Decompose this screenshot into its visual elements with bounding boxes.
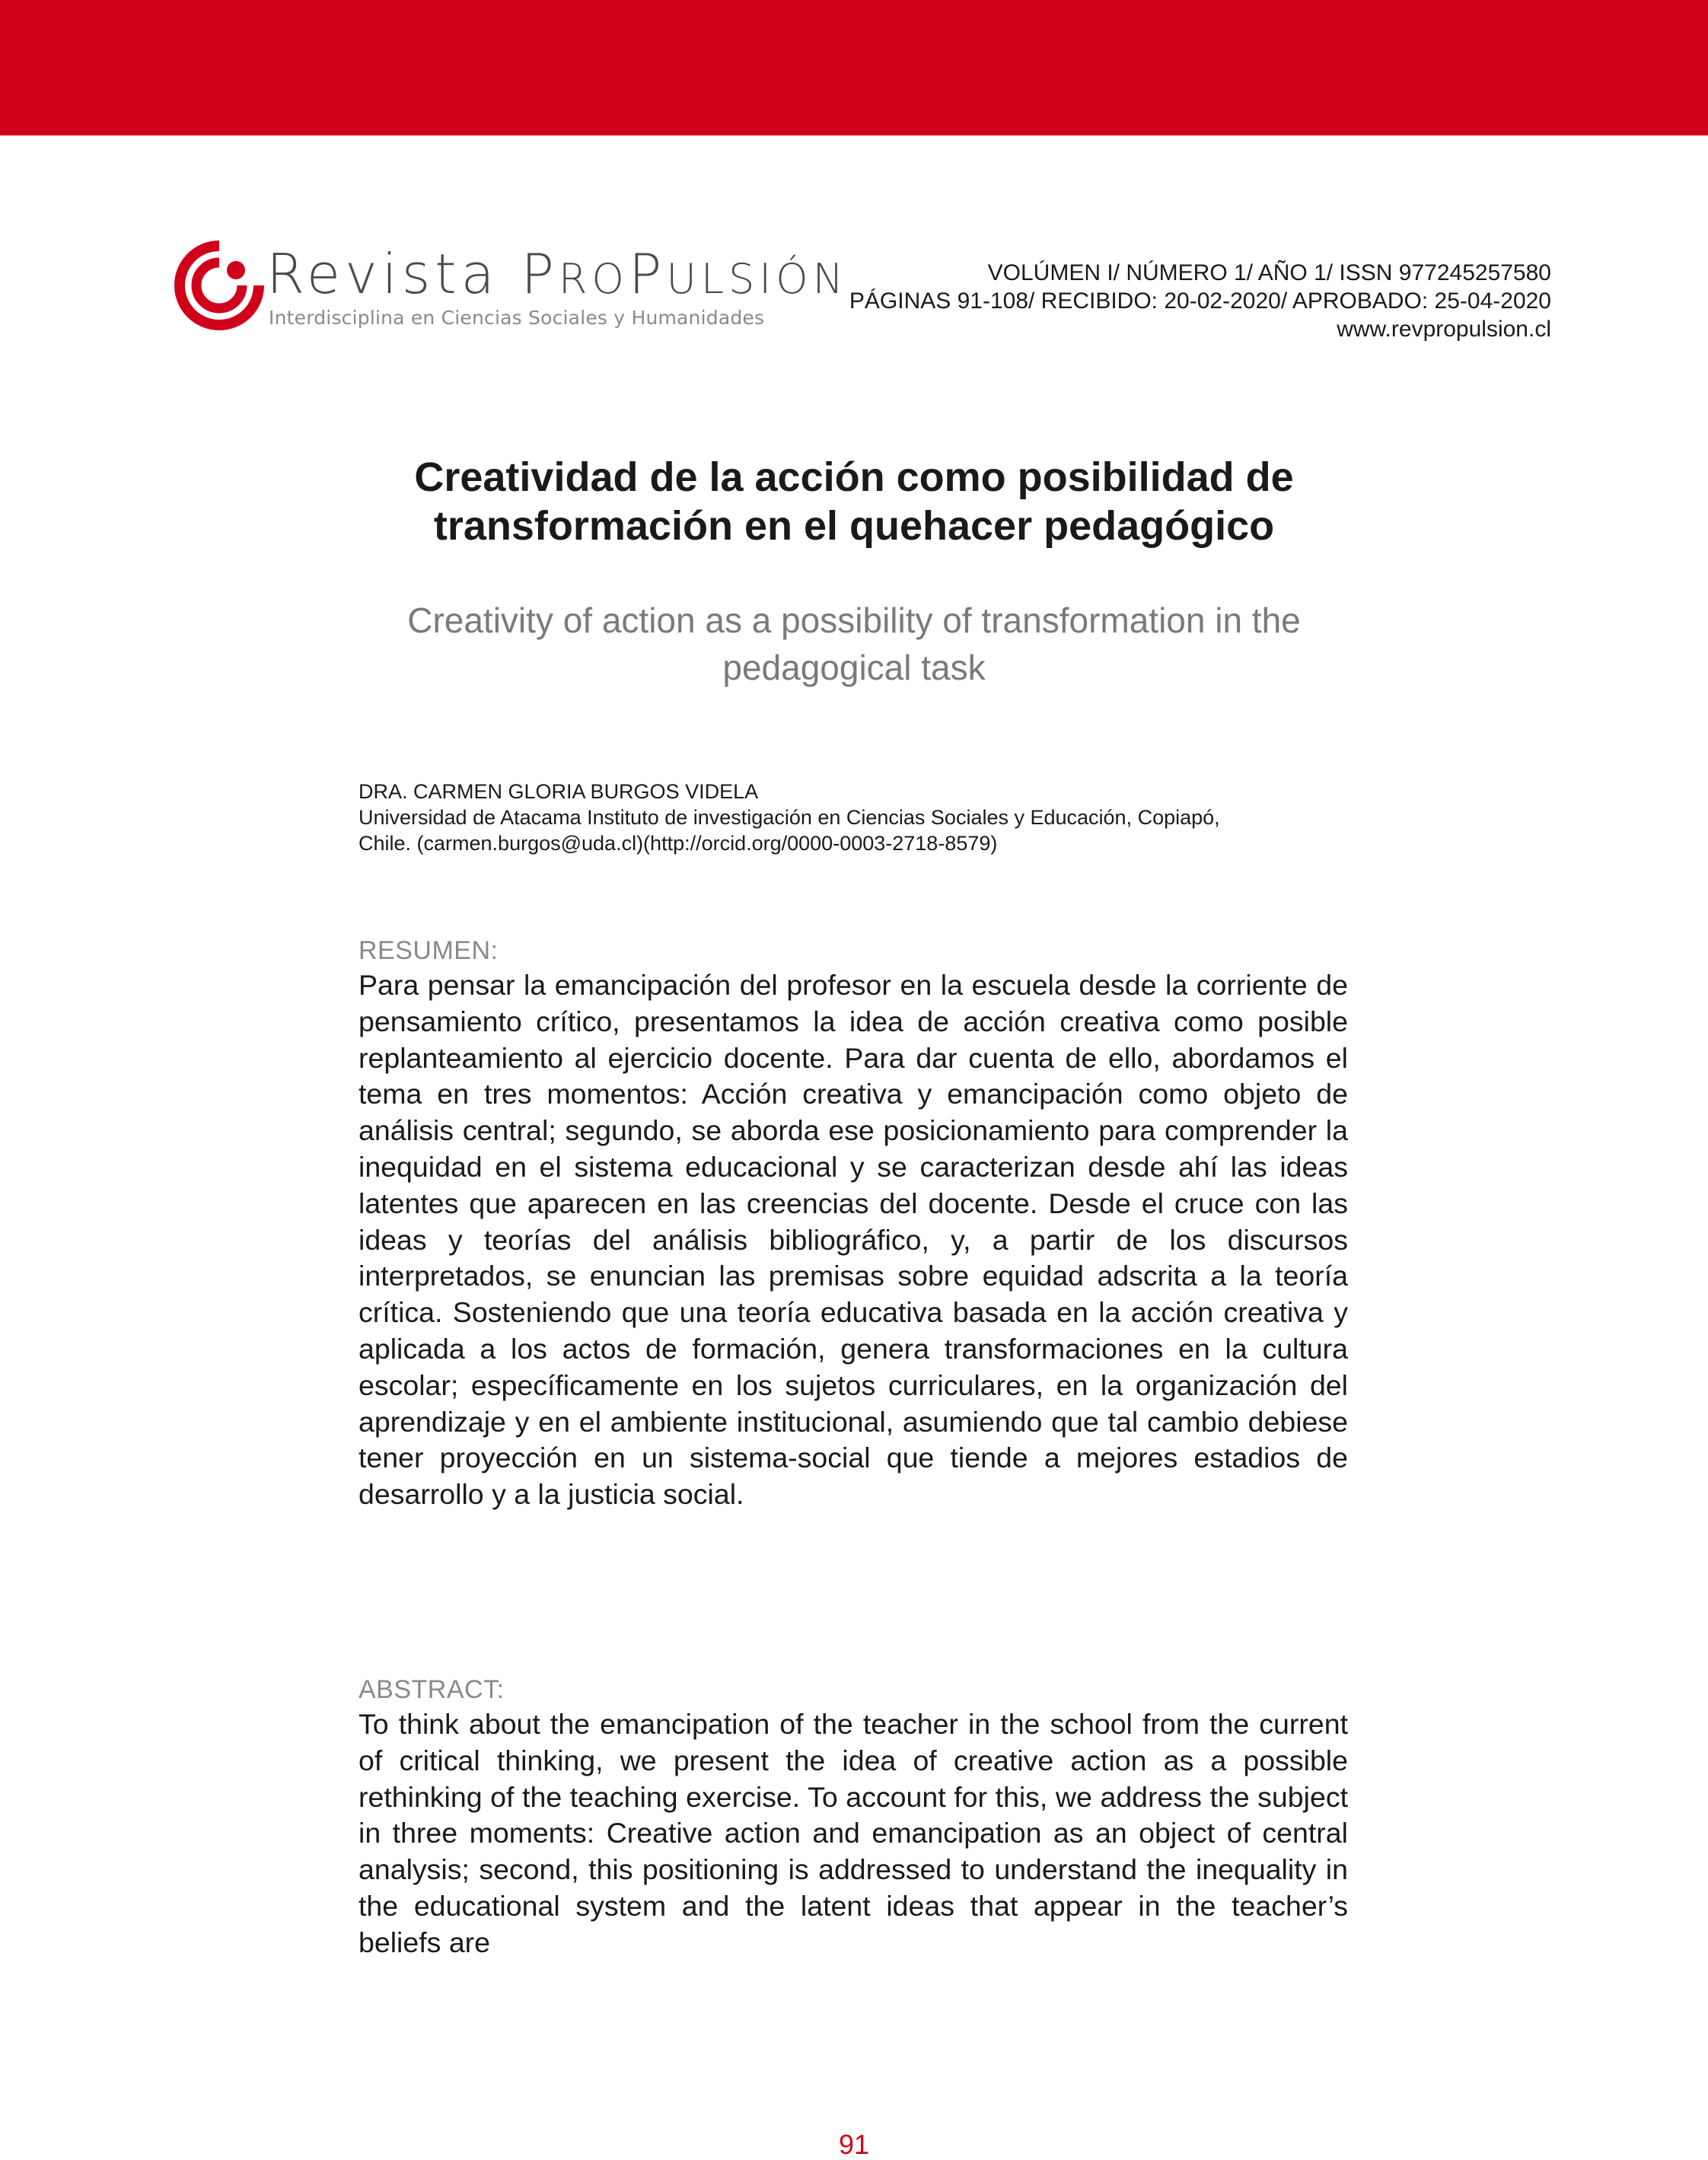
author-name: DRA. CARMEN GLORIA BURGOS VIDELA bbox=[358, 780, 759, 803]
abstract-body: To think about the emancipation of the teacher in the school from the current of critical thinking, we present the idea of creative action as a possible rethinking of the teaching exercise. To account for this, we address the subject in three moments: Creative action and emancipation as an object of central analysis; second, this positioning is addressed to understand the inequality in the educational system and the latent ideas that appear in the teacher’s beliefs are bbox=[358, 1708, 1348, 1958]
logo-subtitle: Interdisciplina en Ciencias Sociales y Humanidades bbox=[269, 307, 765, 329]
journal-website-link[interactable]: www.revpropulsion.cl bbox=[1337, 317, 1551, 342]
issue-info bbox=[849, 259, 1551, 343]
propulsion-c-logo-icon bbox=[174, 240, 265, 331]
issue-volume-line: VOLÚMEN I/ NÚMERO 1/ AÑO 1/ ISSN 977245257580 bbox=[987, 260, 1551, 285]
article-title-en: Creativity of action as a possibility of transformation in the pedagogical task bbox=[407, 601, 1301, 687]
author-affiliation-line1: Universidad de Atacama Instituto de investigación en Ciencias Sociales y Educación, Copiapó, bbox=[358, 806, 1220, 829]
resumen-heading: RESUMEN: bbox=[358, 936, 499, 965]
resumen-section bbox=[358, 934, 1348, 1513]
resumen-body: Para pensar la emancipación del profesor en la escuela desde la corriente de pensamiento crítico, presentamos la idea de acción creativa como posible replanteamiento al ejercicio docente. Para dar cuenta de ello, abordamos el tema en tres momentos: Acción creativa y emancipación como objeto de análisis central; segundo, se aborda ese posicionamiento para comprender la inequidad en el sistema educacional y se caracterizan desde ahí las ideas latentes que aparecen en las creencias del docente. Desde el cruce con las ideas y teorías del análisis bibliográfico, y, a partir de los discursos interpretados, se enuncian las premisas sobre equidad adscrita a la teoría crítica. Sosteniendo que una teoría educativa basada en la acción creativa y aplicada a los actos de formación, genera transformaciones en la cultura escolar; específicamente en los sujetos curriculares, en la organización del aprendizaje y en el ambiente institucional, asumiendo que tal cambio debiese tener proyección en un sistema-social que tiende a mejores estadios de desarrollo y a la justicia social. bbox=[358, 969, 1348, 1511]
page-number: 91 bbox=[838, 2129, 870, 2160]
author-block bbox=[358, 779, 1348, 856]
issue-pages-line: PÁGINAS 91-108/ RECIBIDO: 20-02-2020/ APROBADO: 25-04-2020 bbox=[849, 288, 1551, 314]
abstract-heading: ABSTRACT: bbox=[358, 1675, 505, 1704]
author-affiliation-line2: Chile. (carmen.burgos@uda.cl)(http://orcid.org/0000-0003-2718-8579) bbox=[358, 832, 998, 855]
header-band bbox=[0, 0, 1708, 135]
article-title-es: Creatividad de la acción como posibilidad de transformación en el quehacer pedagógico bbox=[414, 454, 1294, 549]
journal-logo bbox=[174, 240, 849, 339]
abstract-section bbox=[358, 1673, 1348, 1961]
logo-title: Revista PROPULSIÓN bbox=[266, 242, 849, 306]
